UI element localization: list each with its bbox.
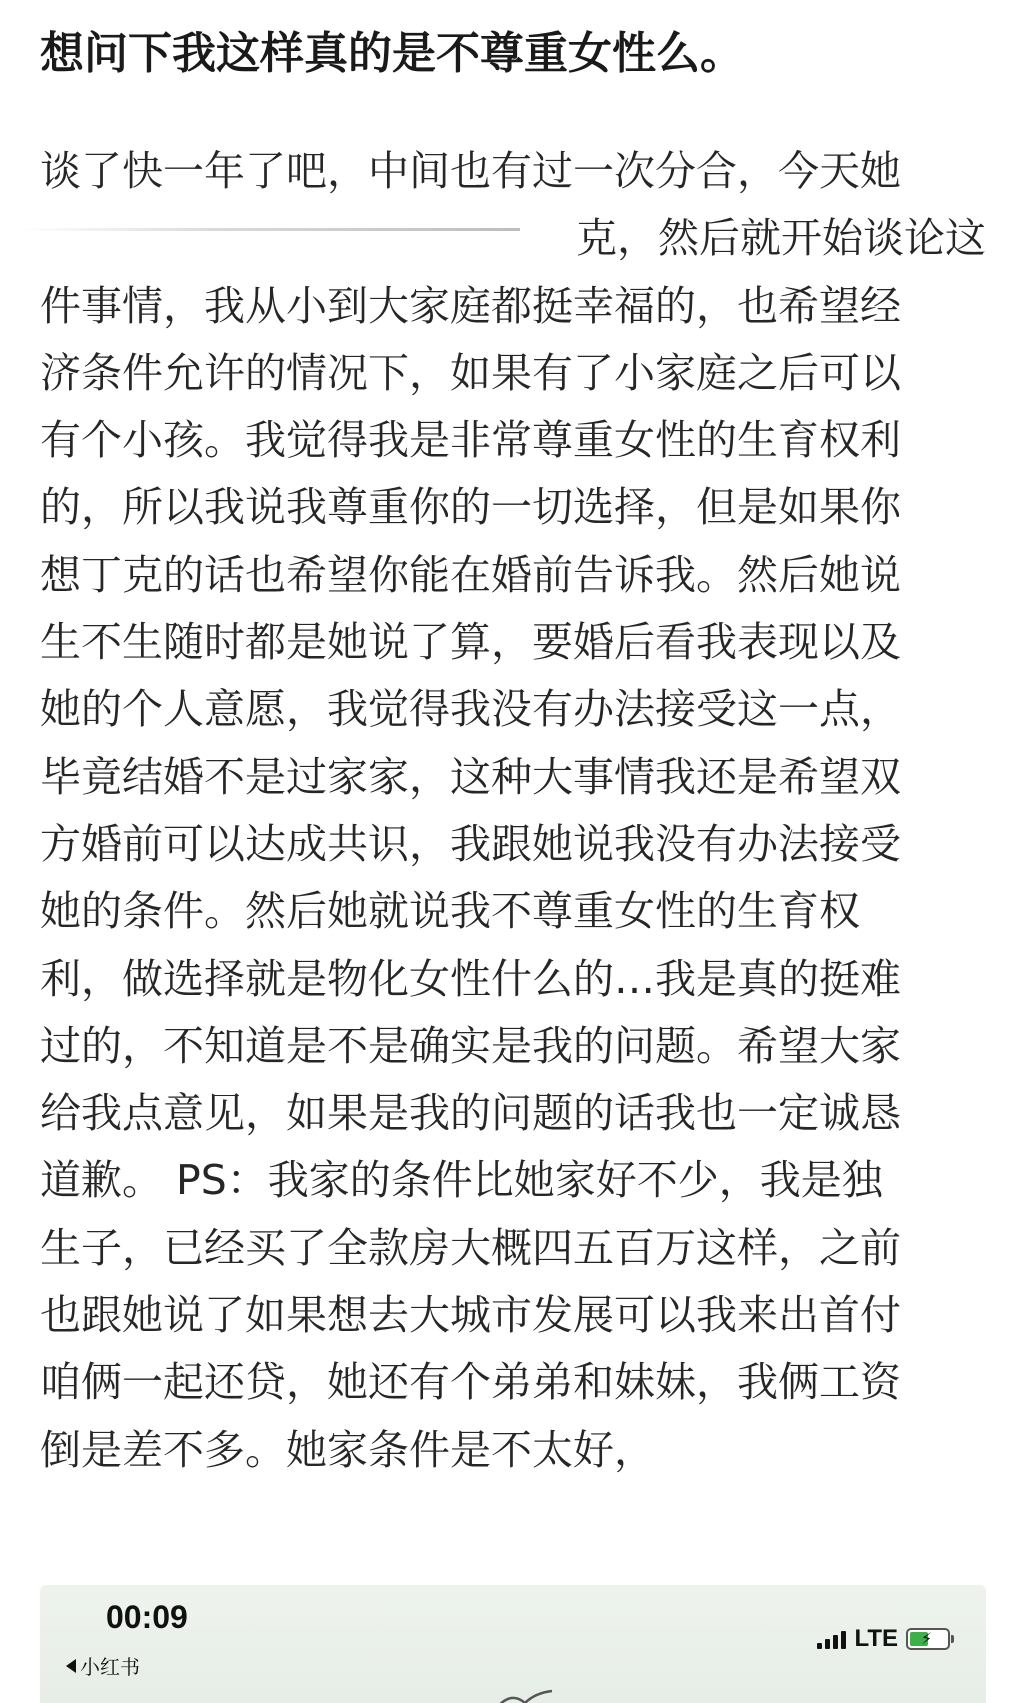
back-arrow-icon — [66, 1659, 76, 1673]
body-line: 倒是差不多。她家条件是不太好， — [40, 1425, 655, 1474]
status-time: 00:09 — [106, 1599, 188, 1635]
post-title: 想问下我这样真的是不尊重女性么。 — [40, 28, 744, 79]
back-to-app-link[interactable] — [66, 1651, 140, 1680]
body-line: 济条件允许的情况下，如果有了小家庭之后可以 — [40, 348, 901, 397]
body-line: 给我点意见，如果是我的问题的话我也一定诚恳 — [40, 1089, 901, 1138]
body-line: 毕竟结婚不是过家家，这种大事情我还是希望双 — [40, 752, 901, 801]
network-type-label: LTE — [854, 1625, 898, 1652]
body-line: 克，然后就开始谈论这 — [576, 214, 986, 263]
embedded-phone-screenshot — [40, 1585, 986, 1703]
body-line: 道歉。 PS：我家的条件比她家好不少，我是独 — [40, 1156, 883, 1205]
body-line: 方婚前可以达成共识，我跟她说我没有办法接受 — [40, 819, 901, 868]
body-line: 生子，已经买了全款房大概四五百万这样，之前 — [40, 1223, 901, 1272]
body-line: 咱俩一起还贷，她还有个弟弟和妹妹，我俩工资 — [40, 1358, 901, 1407]
body-line: 过的，不知道是不是确实是我的问题。希望大家 — [40, 1021, 901, 1070]
status-indicators — [817, 1625, 950, 1653]
body-line: 有个小孩。我觉得我是非常尊重女性的生育权利 — [40, 416, 901, 465]
sketch-icon — [490, 1685, 560, 1703]
body-line: 她的条件。然后她就说我不尊重女性的生育权 — [40, 887, 860, 936]
body-line: 利，做选择就是物化女性什么的…我是真的挺难 — [40, 954, 901, 1003]
body-line: 生不生随时都是她说了算，要婚后看我表现以及 — [40, 618, 901, 667]
body-line: 她的个人意愿，我觉得我没有办法接受这一点， — [40, 685, 901, 734]
post-body — [40, 138, 990, 1484]
signal-strength-icon — [817, 1629, 846, 1649]
battery-charging-icon: ⚡ — [906, 1628, 950, 1650]
body-line: 谈了快一年了吧，中间也有过一次分合，今天她 — [40, 147, 901, 195]
body-line: 想丁克的话也希望你能在婚前告诉我。然后她说 — [40, 550, 901, 599]
back-app-label: 小红书 — [80, 1655, 140, 1679]
body-line: 的，所以我说我尊重你的一切选择，但是如果你 — [40, 483, 901, 532]
body-line: 件事情，我从小到大家庭都挺幸福的，也希望经 — [40, 281, 901, 330]
body-line: 也跟她说了如果想去大城市发展可以我来出首付 — [40, 1291, 901, 1340]
